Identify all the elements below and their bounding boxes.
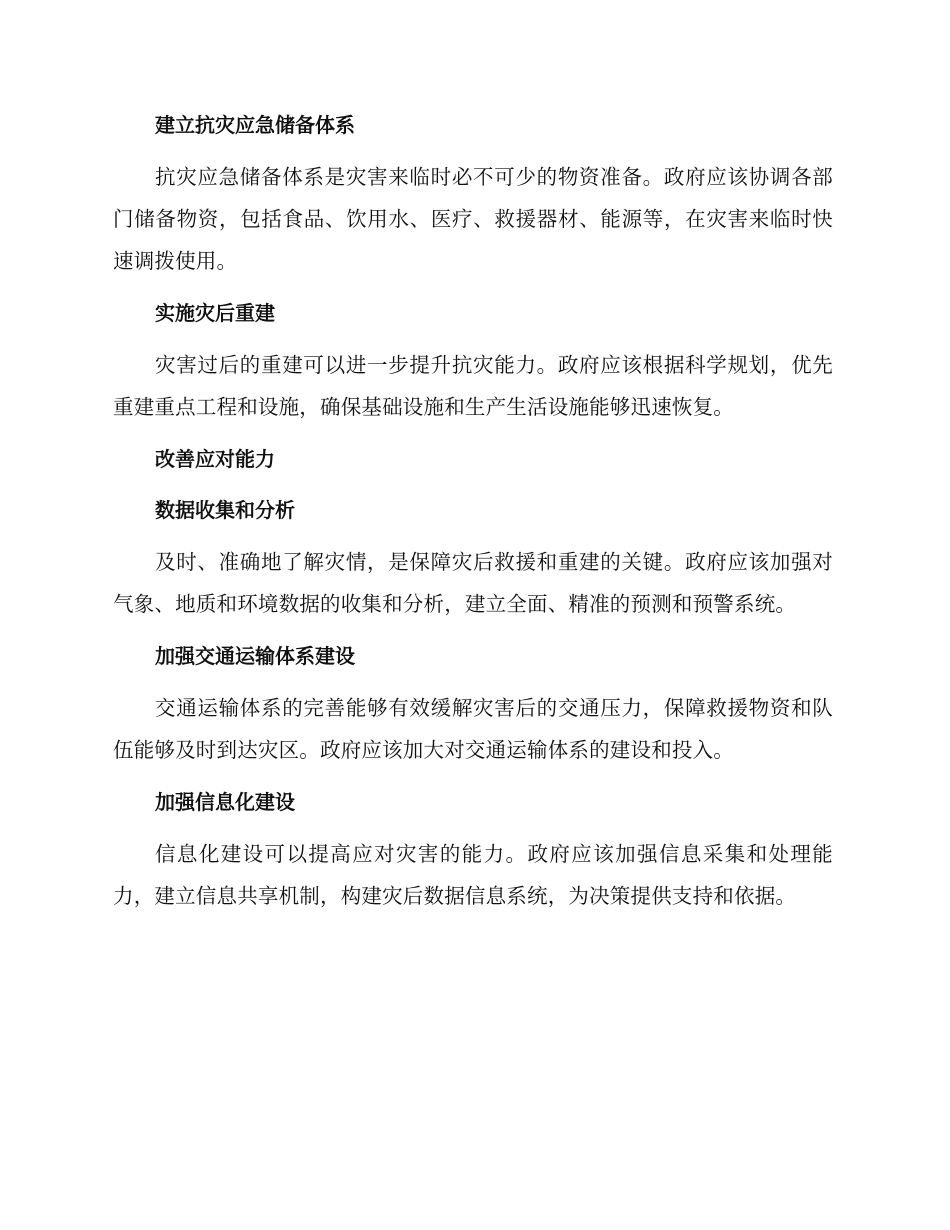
section-paragraph-informatization: 信息化建设可以提高应对灾害的能力。政府应该加强信息采集和处理能力，建立信息共享机制，构建灾后数据信息系统，为决策提供支持和依据。: [113, 842, 833, 908]
section-paragraph-reconstruction: 灾害过后的重建可以进一步提升抗灾能力。政府应该根据科学规划，优先重建重点工程和设施，确保基础设施和生产生活设施能够迅速恢复。: [113, 353, 833, 419]
section-heading-data-analysis: 数据收集和分析: [155, 498, 295, 522]
document-page: [113, 110, 833, 917]
section-paragraph-data-analysis: 及时、准确地了解灾情，是保障灾后救援和重建的关键。政府应该加强对气象、地质和环境数据的收集和分析，建立全面、精准的预测和预警系统。: [113, 550, 833, 616]
section-heading-reconstruction: 实施灾后重建: [155, 301, 275, 325]
section-heading-response-capacity: 改善应对能力: [155, 447, 275, 471]
section-paragraph-emergency-reserve: 抗灾应急储备体系是灾害来临时必不可少的物资准备。政府应该协调各部门储备物资，包括食品、饮用水、医疗、救援器材、能源等，在灾害来临时快速调拨使用。: [113, 165, 833, 273]
section-heading-informatization: 加强信息化建设: [155, 790, 295, 814]
section-heading-emergency-reserve: 建立抗灾应急储备体系: [155, 113, 355, 137]
section-heading-transport: 加强交通运输体系建设: [155, 644, 355, 668]
section-paragraph-transport: 交通运输体系的完善能够有效缓解灾害后的交通压力，保障救援物资和队伍能够及时到达灾区。政府应该加大对交通运输体系的建设和投入。: [113, 696, 833, 762]
